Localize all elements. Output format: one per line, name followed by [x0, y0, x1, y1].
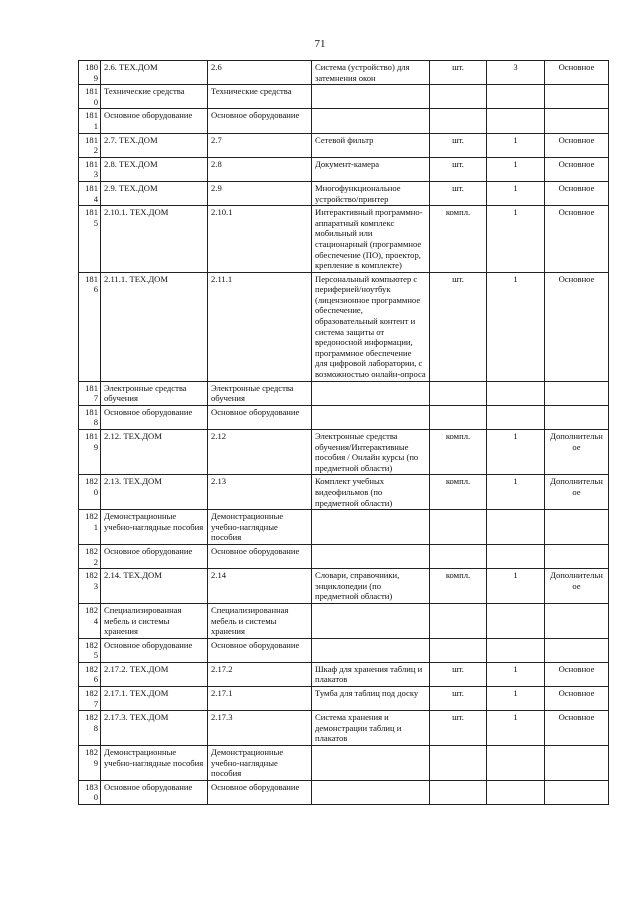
item-name-cell: Электронные средства обучения/Интерактивные пособия / Онлайн курсы (по предметной области)	[312, 430, 430, 475]
item-name-cell	[312, 381, 430, 405]
section-cell: Основное оборудование	[101, 109, 208, 133]
table-row	[79, 711, 609, 746]
item-name-cell: Система хранения и демонстрации таблиц и плакатов	[312, 711, 430, 746]
table-row	[79, 746, 609, 781]
table-row	[79, 475, 609, 510]
quantity-cell	[487, 544, 545, 568]
row-number-cell: 1821	[79, 510, 101, 545]
unit-cell: шт.	[430, 61, 487, 85]
unit-cell	[430, 510, 487, 545]
unit-cell	[430, 109, 487, 133]
table-row	[79, 603, 609, 638]
quantity-cell: 1	[487, 206, 545, 273]
equipment-type-cell	[545, 381, 609, 405]
unit-cell: компл.	[430, 430, 487, 475]
quantity-cell	[487, 638, 545, 662]
table-row	[79, 157, 609, 181]
row-number-cell: 1812	[79, 133, 101, 157]
table-row	[79, 780, 609, 804]
unit-cell	[430, 85, 487, 109]
code-cell: Демонстрационные учебно-наглядные пособия	[208, 510, 312, 545]
quantity-cell: 1	[487, 272, 545, 381]
unit-cell	[430, 381, 487, 405]
item-name-cell: Многофункциональное устройство/принтер	[312, 181, 430, 205]
section-cell: Основное оборудование	[101, 780, 208, 804]
row-number-cell: 1824	[79, 603, 101, 638]
equipment-type-cell: Дополнительное	[545, 569, 609, 604]
unit-cell: компл.	[430, 206, 487, 273]
section-cell: Демонстрационные учебно-наглядные пособия	[101, 746, 208, 781]
code-cell: Технические средства	[208, 85, 312, 109]
page-number: 71	[314, 38, 326, 50]
unit-cell: шт.	[430, 272, 487, 381]
section-cell: Технические средства	[101, 85, 208, 109]
equipment-type-cell: Основное	[545, 157, 609, 181]
quantity-cell	[487, 780, 545, 804]
code-cell: Специализированная мебель и системы хранения	[208, 603, 312, 638]
item-name-cell	[312, 638, 430, 662]
section-cell: Основное оборудование	[101, 544, 208, 568]
equipment-type-cell: Основное	[545, 711, 609, 746]
quantity-cell	[487, 381, 545, 405]
quantity-cell	[487, 603, 545, 638]
section-cell: 2.14. ТЕХ.ДОМ	[101, 569, 208, 604]
item-name-cell: Персональный компьютер с периферией/ноутбук (лицензионное программное обеспечение, образовательный контент и система защиты от вредоносной информации, программное обеспечение для цифровой лаборатории, с возможностью онлайн-опроса	[312, 272, 430, 381]
item-name-cell	[312, 85, 430, 109]
code-cell: 2.10.1	[208, 206, 312, 273]
section-cell: Демонстрационные учебно-наглядные пособия	[101, 510, 208, 545]
equipment-type-cell: Дополнительное	[545, 430, 609, 475]
row-number-cell: 1822	[79, 544, 101, 568]
code-cell: 2.17.1	[208, 687, 312, 711]
equipment-type-cell	[545, 85, 609, 109]
table-row	[79, 181, 609, 205]
equipment-type-cell	[545, 603, 609, 638]
quantity-cell: 1	[487, 662, 545, 686]
unit-cell	[430, 746, 487, 781]
quantity-cell: 1	[487, 181, 545, 205]
item-name-cell	[312, 510, 430, 545]
item-name-cell: Документ-камера	[312, 157, 430, 181]
unit-cell: компл.	[430, 569, 487, 604]
section-cell: 2.10.1. ТЕХ.ДОМ	[101, 206, 208, 273]
unit-cell	[430, 405, 487, 429]
section-cell: 2.17.1. ТЕХ.ДОМ	[101, 687, 208, 711]
table-row	[79, 687, 609, 711]
code-cell: 2.17.3	[208, 711, 312, 746]
table-row	[79, 61, 609, 85]
unit-cell: шт.	[430, 157, 487, 181]
item-name-cell: Система (устройство) для затемнения окон	[312, 61, 430, 85]
unit-cell: шт.	[430, 687, 487, 711]
row-number-cell: 1829	[79, 746, 101, 781]
equipment-type-cell	[545, 746, 609, 781]
code-cell: 2.13	[208, 475, 312, 510]
item-name-cell: Шкаф для хранения таблиц и плакатов	[312, 662, 430, 686]
table-row	[79, 206, 609, 273]
row-number-cell: 1817	[79, 381, 101, 405]
unit-cell	[430, 638, 487, 662]
table-row	[79, 430, 609, 475]
row-number-cell: 1825	[79, 638, 101, 662]
unit-cell: шт.	[430, 181, 487, 205]
row-number-cell: 1816	[79, 272, 101, 381]
unit-cell	[430, 780, 487, 804]
code-cell: 2.7	[208, 133, 312, 157]
row-number-cell: 1830	[79, 780, 101, 804]
equipment-type-cell: Основное	[545, 687, 609, 711]
code-cell: 2.6	[208, 61, 312, 85]
row-number-cell: 1828	[79, 711, 101, 746]
quantity-cell: 1	[487, 687, 545, 711]
item-name-cell: Комплект учебных видеофильмов (по предметной области)	[312, 475, 430, 510]
equipment-type-cell: Основное	[545, 662, 609, 686]
quantity-cell: 1	[487, 711, 545, 746]
section-cell: Основное оборудование	[101, 405, 208, 429]
table-row	[79, 405, 609, 429]
quantity-cell	[487, 405, 545, 429]
code-cell: Основное оборудование	[208, 638, 312, 662]
quantity-cell: 1	[487, 430, 545, 475]
row-number-cell: 1814	[79, 181, 101, 205]
code-cell: 2.8	[208, 157, 312, 181]
row-number-cell: 1813	[79, 157, 101, 181]
item-name-cell	[312, 746, 430, 781]
code-cell: 2.14	[208, 569, 312, 604]
code-cell: Основное оборудование	[208, 109, 312, 133]
code-cell: Основное оборудование	[208, 405, 312, 429]
table-row	[79, 381, 609, 405]
equipment-table	[78, 60, 609, 805]
row-number-cell: 1823	[79, 569, 101, 604]
code-cell: Демонстрационные учебно-наглядные пособия	[208, 746, 312, 781]
table-row	[79, 544, 609, 568]
code-cell: 2.11.1	[208, 272, 312, 381]
code-cell: Основное оборудование	[208, 544, 312, 568]
unit-cell	[430, 603, 487, 638]
quantity-cell: 1	[487, 133, 545, 157]
unit-cell: шт.	[430, 662, 487, 686]
section-cell: 2.6. ТЕХ.ДОМ	[101, 61, 208, 85]
section-cell: 2.17.3. ТЕХ.ДОМ	[101, 711, 208, 746]
row-number-cell: 1811	[79, 109, 101, 133]
item-name-cell: Сетевой фильтр	[312, 133, 430, 157]
row-number-cell: 1827	[79, 687, 101, 711]
table-body	[79, 61, 609, 805]
unit-cell: компл.	[430, 475, 487, 510]
item-name-cell: Тумба для таблиц под доску	[312, 687, 430, 711]
section-cell: Специализированная мебель и системы хранения	[101, 603, 208, 638]
row-number-cell: 1815	[79, 206, 101, 273]
code-cell: Основное оборудование	[208, 780, 312, 804]
equipment-type-cell	[545, 544, 609, 568]
section-cell: 2.11.1. ТЕХ.ДОМ	[101, 272, 208, 381]
quantity-cell: 3	[487, 61, 545, 85]
quantity-cell	[487, 746, 545, 781]
row-number-cell: 1820	[79, 475, 101, 510]
equipment-type-cell: Основное	[545, 272, 609, 381]
quantity-cell: 1	[487, 157, 545, 181]
item-name-cell: Словари, справочники, энциклопедии (по предметной области)	[312, 569, 430, 604]
item-name-cell	[312, 405, 430, 429]
equipment-type-cell	[545, 405, 609, 429]
table-row	[79, 85, 609, 109]
equipment-type-cell	[545, 109, 609, 133]
row-number-cell: 1809	[79, 61, 101, 85]
quantity-cell	[487, 510, 545, 545]
section-cell: 2.12. ТЕХ.ДОМ	[101, 430, 208, 475]
code-cell: Электронные средства обучения	[208, 381, 312, 405]
equipment-type-cell: Дополнительное	[545, 475, 609, 510]
equipment-type-cell: Основное	[545, 61, 609, 85]
section-cell: Основное оборудование	[101, 638, 208, 662]
table-row	[79, 569, 609, 604]
section-cell: 2.17.2. ТЕХ.ДОМ	[101, 662, 208, 686]
quantity-cell: 1	[487, 569, 545, 604]
code-cell: 2.9	[208, 181, 312, 205]
row-number-cell: 1810	[79, 85, 101, 109]
equipment-type-cell	[545, 638, 609, 662]
code-cell: 2.17.2	[208, 662, 312, 686]
item-name-cell	[312, 544, 430, 568]
quantity-cell	[487, 109, 545, 133]
unit-cell: шт.	[430, 133, 487, 157]
item-name-cell	[312, 780, 430, 804]
section-cell: 2.7. ТЕХ.ДОМ	[101, 133, 208, 157]
section-cell: 2.13. ТЕХ.ДОМ	[101, 475, 208, 510]
table-row	[79, 638, 609, 662]
quantity-cell: 1	[487, 475, 545, 510]
equipment-type-cell: Основное	[545, 206, 609, 273]
table-row	[79, 109, 609, 133]
item-name-cell	[312, 603, 430, 638]
section-cell: Электронные средства обучения	[101, 381, 208, 405]
item-name-cell	[312, 109, 430, 133]
table-row	[79, 272, 609, 381]
equipment-type-cell	[545, 780, 609, 804]
section-cell: 2.9. ТЕХ.ДОМ	[101, 181, 208, 205]
table-row	[79, 133, 609, 157]
section-cell: 2.8. ТЕХ.ДОМ	[101, 157, 208, 181]
unit-cell	[430, 544, 487, 568]
item-name-cell: Интерактивный программно-аппаратный комплекс мобильный или стационарный (программное обеспечение (ПО), проектор, крепление в комплекте)	[312, 206, 430, 273]
row-number-cell: 1819	[79, 430, 101, 475]
row-number-cell: 1818	[79, 405, 101, 429]
unit-cell: шт.	[430, 711, 487, 746]
equipment-type-cell: Основное	[545, 133, 609, 157]
equipment-type-cell: Основное	[545, 181, 609, 205]
code-cell: 2.12	[208, 430, 312, 475]
quantity-cell	[487, 85, 545, 109]
table-row	[79, 662, 609, 686]
equipment-type-cell	[545, 510, 609, 545]
row-number-cell: 1826	[79, 662, 101, 686]
table-row	[79, 510, 609, 545]
